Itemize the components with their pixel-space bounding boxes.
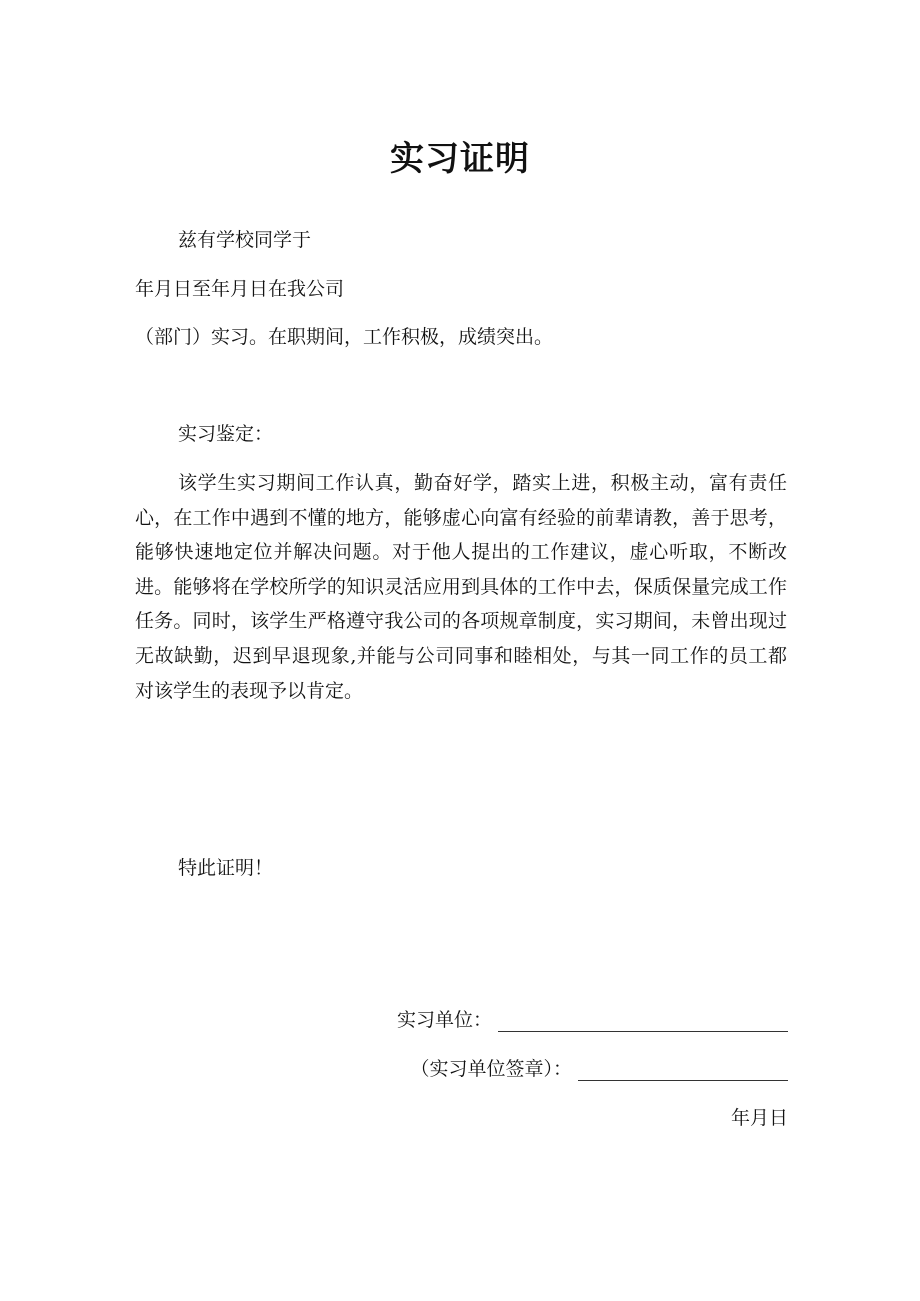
seal-blank-line: [578, 1060, 788, 1081]
intro-line-2: 年月日至年月日在我公司: [135, 278, 345, 300]
closing-statement: 特此证明！: [178, 857, 274, 879]
internship-unit-blank-line: [498, 1011, 788, 1032]
intro-line-3: （部门）实习。在职期间，工作积极，成绩突出。: [135, 326, 554, 348]
intro-line-1: 兹有学校同学于: [178, 229, 312, 251]
page-title: 实习证明: [390, 139, 530, 179]
signature-date: 年月日: [730, 1107, 788, 1129]
internship-unit-row: [397, 1008, 788, 1032]
appraisal-heading: 实习鉴定：: [178, 423, 274, 445]
internship-unit-label: 实习单位：: [396, 1009, 492, 1031]
seal-row: [410, 1057, 788, 1081]
seal-label: （实习单位签章）：: [410, 1058, 572, 1080]
appraisal-paragraph: 该学生实习期间工作认真，勤奋好学，踏实上进，积极主动，富有责任心，在工作中遇到不懂的地方，能够虚心向富有经验的前辈请教，善于思考，能够快速地定位并解决问题。对于他人提出的工作建议，虚心听取，不断改进。能够将在学校所学的知识灵活应用到具体的工作中去，保质保量完成工作任务。同时，该学生严格遵守我公司的各项规章制度，实习期间，未曾出现过无故缺勤，迟到早退现象,并能与公司同事和睦相处，与其一同工作的员工都对该学生的表现予以肯定。: [135, 472, 787, 702]
